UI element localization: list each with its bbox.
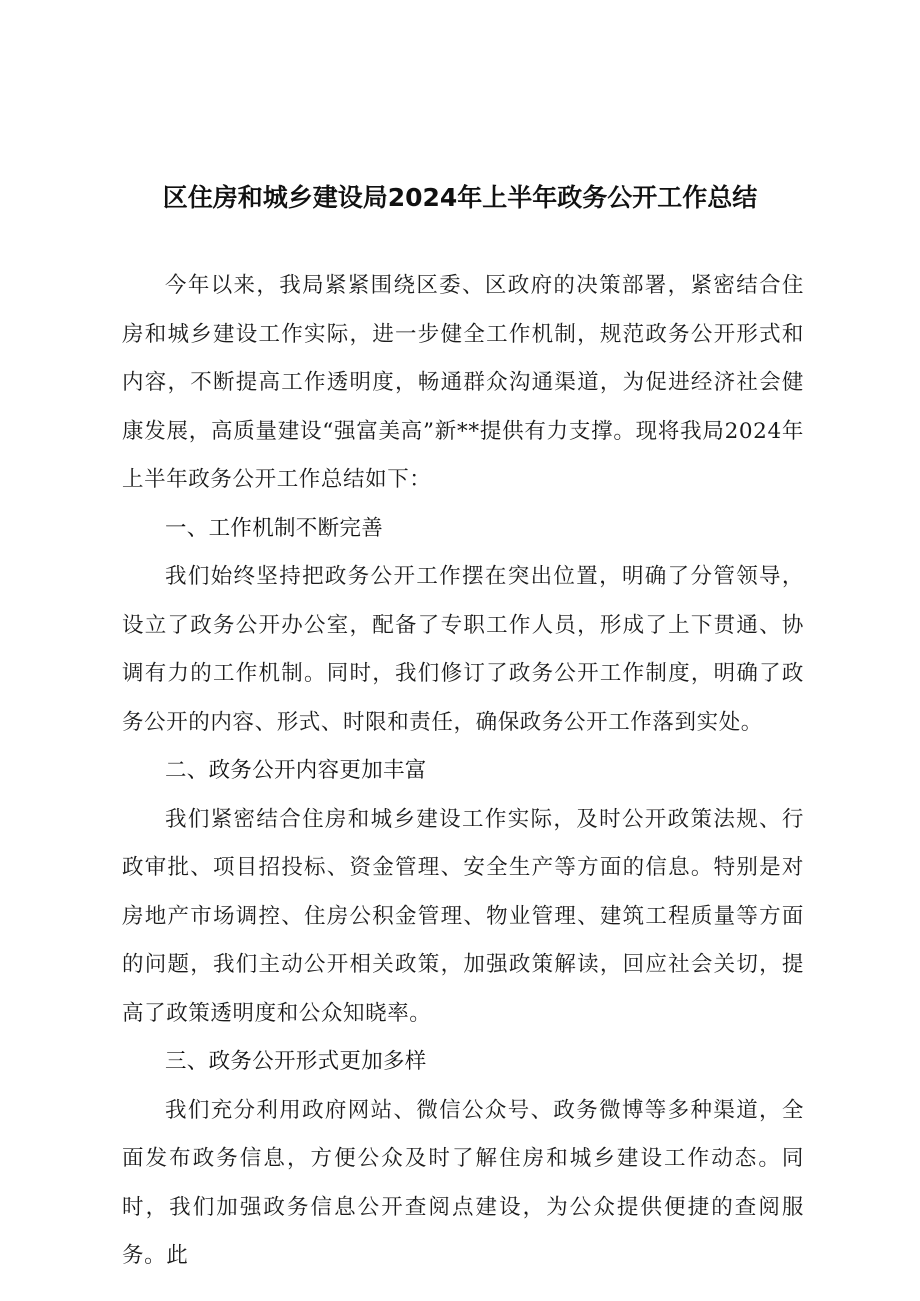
section-paragraph-2: 我们紧密结合住房和城乡建设工作实际，及时公开政策法规、行政审批、项目招投标、资金管理、安全生产等方面的信息。特别是对房地产市场调控、住房公积金管理、物业管理、建筑工程质量等方面的问题，我们主动公开相关政策，加强政策解读，回应社会关切，提高了政策透明度和公众知晓率。 [122, 806, 804, 1026]
section-heading-3: 三、政务公开形式更加多样 [165, 1049, 427, 1074]
section-paragraph-3: 我们充分利用政府网站、微信公众号、政务微博等多种渠道，全面发布政务信息，方便公众及时了解住房和城乡建设工作动态。同时，我们加强政务信息公开查阅点建设，为公众提供便捷的查阅服务。此 [122, 1097, 804, 1268]
document-title: 区住房和城乡建设局2024年上半年政务公开工作总结 [162, 183, 758, 212]
section-paragraph-1: 我们始终坚持把政务公开工作摆在突出位置，明确了分管领导，设立了政务公开办公室，配备了专职工作人员，形成了上下贯通、协调有力的工作机制。同时，我们修订了政务公开工作制度，明确了政务公开的内容、形式、时限和责任，确保政务公开工作落到实处。 [122, 564, 804, 735]
section-heading-2: 二、政务公开内容更加丰富 [165, 758, 427, 783]
intro-paragraph: 今年以来，我局紧紧围绕区委、区政府的决策部署，紧密结合住房和城乡建设工作实际，进一步健全工作机制，规范政务公开形式和内容，不断提高工作透明度，畅通群众沟通渠道，为促进经济社会健康发展，高质量建设“强富美高”新**提供有力支撑。现将我局2024年上半年政务公开工作总结如下： [122, 273, 804, 492]
document-body [122, 262, 804, 1281]
section-heading-1: 一、工作机制不断完善 [165, 515, 384, 541]
